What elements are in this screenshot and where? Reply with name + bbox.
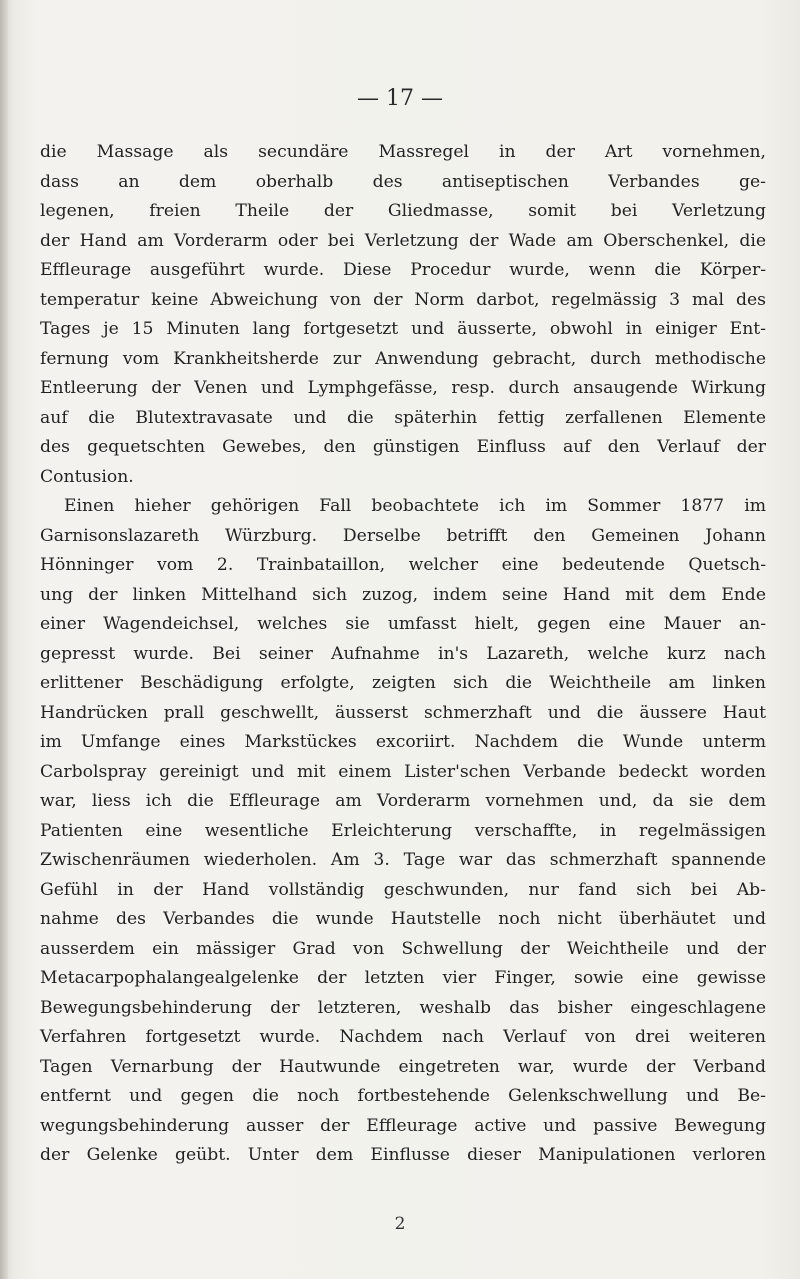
page-number: — 17 — xyxy=(357,86,443,111)
text-line: die Massage als secundäre Massregel in der Art vornehmen, xyxy=(40,142,766,162)
text-line: Hönninger vom 2. Trainbataillon, welcher eine bedeutende Quetsch- xyxy=(40,555,766,575)
text-line: entfernt und gegen die noch fortbestehende Gelenkschwellung und Be- xyxy=(40,1086,766,1106)
body-text xyxy=(40,138,766,1171)
text-line: Metacarpophalangealgelenke der letzten vier Finger, sowie eine gewisse xyxy=(40,968,766,988)
text-line: gepresst wurde. Bei seiner Aufnahme in's Lazareth, welche kurz nach xyxy=(40,643,766,664)
text-line: Contusion. xyxy=(40,466,134,487)
text-line: temperatur keine Abweichung von der Norm darbot, regelmässig 3 mal des xyxy=(40,289,766,310)
text-line: erlittener Beschädigung erfolgte, zeigten sich die Weichtheile am linken xyxy=(40,673,766,693)
text-line: Verfahren fortgesetzt wurde. Nachdem nach Verlauf von drei weiteren xyxy=(40,1027,766,1047)
text-line: Tagen Vernarbung der Hautwunde eingetreten war, wurde der Verband xyxy=(40,1056,766,1077)
text-line: Bewegungsbehinderung der letzteren, weshalb das bisher eingeschlagene xyxy=(40,997,766,1018)
text-line: der Hand am Vorderarm oder bei Verletzung der Wade am Oberschenkel, die xyxy=(40,230,766,251)
text-line: Garnisonslazareth Würzburg. Derselbe betrifft den Gemeinen Johann xyxy=(40,525,766,546)
text-line: Tages je 15 Minuten lang fortgesetzt und äusserte, obwohl in einiger Ent- xyxy=(40,319,766,339)
text-line: ausserdem ein mässiger Grad von Schwellung der Weichtheile und der xyxy=(40,938,766,959)
text-line: legenen, freien Theile der Gliedmasse, somit bei Verletzung xyxy=(40,201,766,221)
text-line: war, liess ich die Effleurage am Vorderarm vornehmen und, da sie dem xyxy=(40,791,766,811)
text-line: Handrücken prall geschwellt, äusserst schmerzhaft und die äussere Haut xyxy=(40,702,766,723)
text-line: wegungsbehinderung ausser der Effleurage active und passive Bewegung xyxy=(40,1115,766,1136)
text-line: auf die Blutextravasate und die späterhin fettig zerfallenen Elemente xyxy=(40,407,766,428)
text-line: Effleurage ausgeführt wurde. Diese Procedur wurde, wenn die Körper- xyxy=(40,260,766,280)
signature-mark: 2 xyxy=(394,1214,406,1234)
text-line: im Umfange eines Markstückes excoriirt. Nachdem die Wunde unterm xyxy=(40,732,766,752)
text-line: Gefühl in der Hand vollständig geschwunden, nur fand sich bei Ab- xyxy=(40,879,766,900)
text-line: des gequetschten Gewebes, den günstigen Einfluss auf den Verlauf der xyxy=(40,437,766,457)
text-line: Carbolspray gereinigt und mit einem Lister'schen Verbande bedeckt worden xyxy=(40,761,766,782)
text-line: Einen hieher gehörigen Fall beobachtete ich im Sommer 1877 im xyxy=(64,496,766,516)
text-line: fernung vom Krankheitsherde zur Anwendung gebracht, durch methodische xyxy=(40,348,766,369)
text-line: dass an dem oberhalb des antiseptischen Verbandes ge- xyxy=(40,171,766,192)
text-line: Entleerung der Venen und Lymphgefässe, resp. durch ansaugende Wirkung xyxy=(40,378,766,398)
text-line: nahme des Verbandes die wunde Hautstelle noch nicht überhäutet und xyxy=(40,909,766,929)
text-line: der Gelenke geübt. Unter dem Einflusse dieser Manipulationen verloren xyxy=(40,1145,766,1165)
text-line: einer Wagendeichsel, welches sie umfasst hielt, gegen eine Mauer an- xyxy=(40,614,766,634)
text-line: ung der linken Mittelhand sich zuzog, indem seine Hand mit dem Ende xyxy=(40,584,766,605)
page-binding-edge xyxy=(0,0,8,1279)
text-line: Patienten eine wesentliche Erleichterung verschaffte, in regelmässigen xyxy=(40,820,766,841)
text-line: Zwischenräumen wiederholen. Am 3. Tage war das schmerzhaft spannende xyxy=(40,850,766,870)
